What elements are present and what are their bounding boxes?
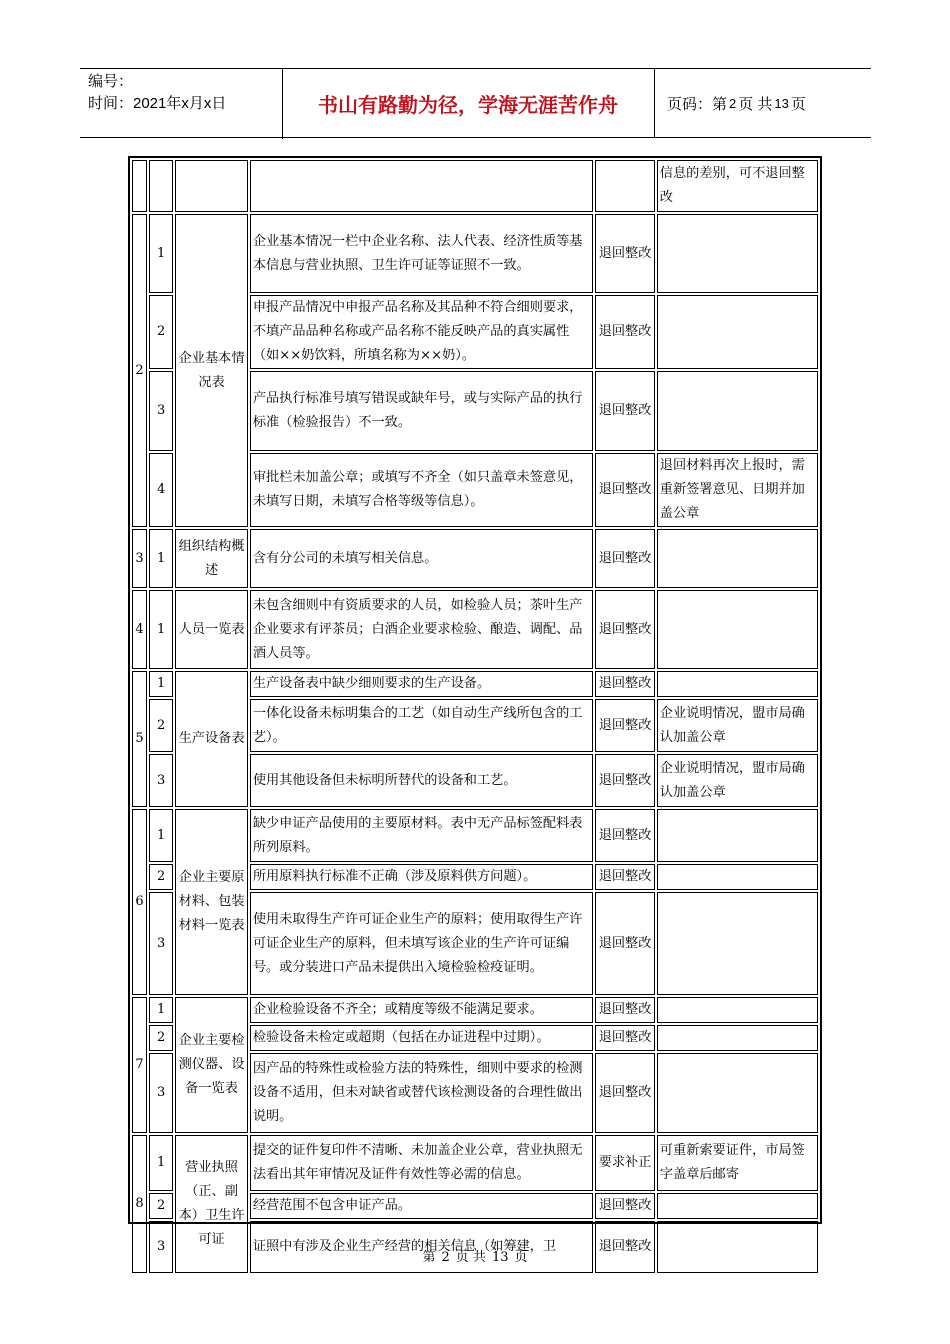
item-note — [657, 997, 818, 1023]
item-number: 3 — [149, 892, 173, 995]
footer-prefix: 第 — [422, 1250, 436, 1265]
page-current: 2 — [729, 95, 737, 111]
item-number: 1 — [149, 529, 173, 588]
item-note: 可重新索要证件，市局签字盖章后邮寄 — [657, 1135, 818, 1191]
item-note: 企业说明情况，盟市局确认加盖公章 — [657, 699, 818, 752]
item-number: 3 — [149, 754, 173, 807]
category-cell — [175, 160, 248, 212]
item-number: 3 — [149, 1053, 173, 1133]
page-suffix: 页 — [790, 95, 806, 113]
item-description: 审批栏未加盖公章；或填写不齐全（如只盖章未签意见，未填写日期，未填写合格等级等信息）。 — [250, 453, 594, 527]
group-number: 7 — [132, 997, 147, 1133]
item-action: 退回整改 — [595, 214, 654, 293]
item-note — [657, 671, 818, 697]
item-action: 退回整改 — [595, 864, 654, 890]
group-number: 8 — [132, 1135, 147, 1273]
item-number: 2 — [149, 699, 173, 752]
item-note — [657, 864, 818, 890]
item-number-cell — [149, 160, 173, 212]
item-note: 企业说明情况，盟市局确认加盖公章 — [657, 754, 818, 807]
item-note — [657, 529, 818, 588]
item-description: 经营范围不包含申证产品。 — [250, 1193, 594, 1219]
item-action: 退回整改 — [595, 371, 654, 451]
item-note — [657, 809, 818, 862]
serial-label: 编号： — [88, 73, 134, 90]
table-row — [132, 809, 818, 862]
item-number: 2 — [149, 295, 173, 369]
category-name: 企业基本情况表 — [175, 214, 248, 527]
action-cell — [595, 160, 654, 212]
item-number: 1 — [149, 214, 173, 293]
header-page-number — [655, 69, 871, 137]
item-note — [657, 371, 818, 451]
item-action: 退回整改 — [595, 671, 654, 697]
item-number: 2 — [149, 1025, 173, 1051]
group-cell — [132, 160, 147, 212]
table-row — [132, 529, 818, 588]
item-description: 未包含细则中有资质要求的人员，如检验人员；茶叶生产企业要求有评茶员；白酒企业要求检验、酿造、调配、品酒人员等。 — [250, 590, 594, 669]
item-action: 要求补正 — [595, 1135, 654, 1191]
category-name: 组织结构概述 — [175, 529, 248, 588]
table-body — [132, 160, 818, 1273]
item-note — [657, 1053, 818, 1133]
header-meta — [80, 69, 283, 139]
group-number: 6 — [132, 809, 147, 995]
category-name: 企业主要检测仪器、设备一览表 — [175, 997, 248, 1133]
item-note — [657, 295, 818, 369]
item-number: 1 — [149, 590, 173, 669]
category-name: 生产设备表 — [175, 671, 248, 807]
category-name: 营业执照（正、副本）卫生许可证 — [175, 1135, 248, 1273]
item-action: 退回整改 — [595, 1221, 654, 1273]
item-number: 1 — [149, 1135, 173, 1191]
table-row — [132, 1135, 818, 1191]
description-cell — [250, 160, 594, 212]
item-description: 检验设备未检定或超期（包括在办证进程中过期）。 — [250, 1025, 594, 1051]
item-number: 1 — [149, 997, 173, 1023]
review-table — [128, 156, 822, 1254]
table-row — [132, 997, 818, 1023]
group-number: 2 — [132, 214, 147, 527]
footer-current: 2 — [441, 1250, 450, 1265]
item-action: 退回整改 — [595, 997, 654, 1023]
item-description: 提交的证件复印件不清晰、未加盖企业公章，营业执照无法看出其年审情况及证件有效性等必需的信息。 — [250, 1135, 594, 1191]
item-number: 3 — [149, 1221, 173, 1273]
item-note — [657, 1193, 818, 1219]
item-description: 一体化设备未标明集合的工艺（如自动生产线所包含的工艺）。 — [250, 699, 594, 752]
item-description: 企业检验设备不齐全；或精度等级不能满足要求。 — [250, 997, 594, 1023]
item-description: 所用原料执行标准不正确（涉及原料供方问题）。 — [250, 864, 594, 890]
item-action: 退回整改 — [595, 453, 654, 527]
group-number: 4 — [132, 590, 147, 669]
item-note: 退回材料再次上报时，需重新签署意见、日期并加盖公章 — [657, 453, 818, 527]
footer-total: 13 — [491, 1250, 509, 1265]
item-action: 退回整改 — [595, 1053, 654, 1133]
item-description: 使用其他设备但未标明所替代的设备和工艺。 — [250, 754, 594, 807]
item-number: 1 — [149, 809, 173, 862]
group-number: 3 — [132, 529, 147, 588]
category-name: 企业主要原材料、包装材料一览表 — [175, 809, 248, 995]
item-action: 退回整改 — [595, 809, 654, 862]
item-description: 申报产品情况中申报产品名称及其品种不符合细则要求，不填产品品种名称或产品名称不能反映产品的真实属性（如××奶饮料，所填名称为××奶）。 — [250, 295, 594, 369]
page-footer — [0, 1246, 950, 1265]
time-label: 时间：2021年x月x日 — [88, 95, 227, 112]
item-description: 使用未取得生产许可证企业生产的原料；使用取得生产许可证企业生产的原料，但未填写该企业的生产许可证编号。或分装进口产品未提供出入境检验检疫证明。 — [250, 892, 594, 995]
motto: 书山有路勤为径，学海无涯苦作舟 — [282, 69, 655, 137]
table-row — [132, 160, 818, 212]
footer-middle: 页 共 — [455, 1250, 486, 1265]
group-number: 5 — [132, 671, 147, 807]
table-row — [132, 214, 818, 293]
item-number: 2 — [149, 864, 173, 890]
item-action: 退回整改 — [595, 754, 654, 807]
item-note — [657, 590, 818, 669]
table-row — [132, 590, 818, 669]
category-name: 人员一览表 — [175, 590, 248, 669]
page-total: 13 — [774, 95, 789, 111]
item-number: 1 — [149, 671, 173, 697]
item-action: 退回整改 — [595, 1193, 654, 1219]
item-description: 产品执行标准号填写错误或缺年号，或与实际产品的执行标准（检验报告）不一致。 — [250, 371, 594, 451]
item-note — [657, 892, 818, 995]
item-action: 退回整改 — [595, 892, 654, 995]
item-number: 4 — [149, 453, 173, 527]
item-action: 退回整改 — [595, 1025, 654, 1051]
footer-suffix: 页 — [514, 1250, 528, 1265]
item-action: 退回整改 — [595, 529, 654, 588]
item-description: 证照中有涉及企业生产经营的相关信息（如筹建，卫 — [250, 1221, 594, 1273]
item-action: 退回整改 — [595, 590, 654, 669]
item-description: 生产设备表中缺少细则要求的生产设备。 — [250, 671, 594, 697]
page-middle: 页 共 — [738, 95, 773, 113]
table-row — [132, 671, 818, 697]
item-description: 企业基本情况一栏中企业名称、法人代表、经济性质等基本信息与营业执照、卫生许可证等证照不一致。 — [250, 214, 594, 293]
item-description: 含有分公司的未填写相关信息。 — [250, 529, 594, 588]
item-action: 退回整改 — [595, 295, 654, 369]
page-header — [80, 68, 871, 138]
item-note — [657, 1025, 818, 1051]
note-cell: 信息的差别，可不退回整改 — [657, 160, 818, 212]
item-number: 3 — [149, 371, 173, 451]
item-number: 2 — [149, 1193, 173, 1219]
page-prefix: 页码：第 — [667, 95, 728, 113]
item-description: 缺少申证产品使用的主要原材料。表中无产品标签配料表所列原料。 — [250, 809, 594, 862]
item-note — [657, 214, 818, 293]
item-action: 退回整改 — [595, 699, 654, 752]
review-table-grid — [130, 158, 820, 1275]
item-description: 因产品的特殊性或检验方法的特殊性，细则中要求的检测设备不适用，但未对缺省或替代该检测设备的合理性做出说明。 — [250, 1053, 594, 1133]
